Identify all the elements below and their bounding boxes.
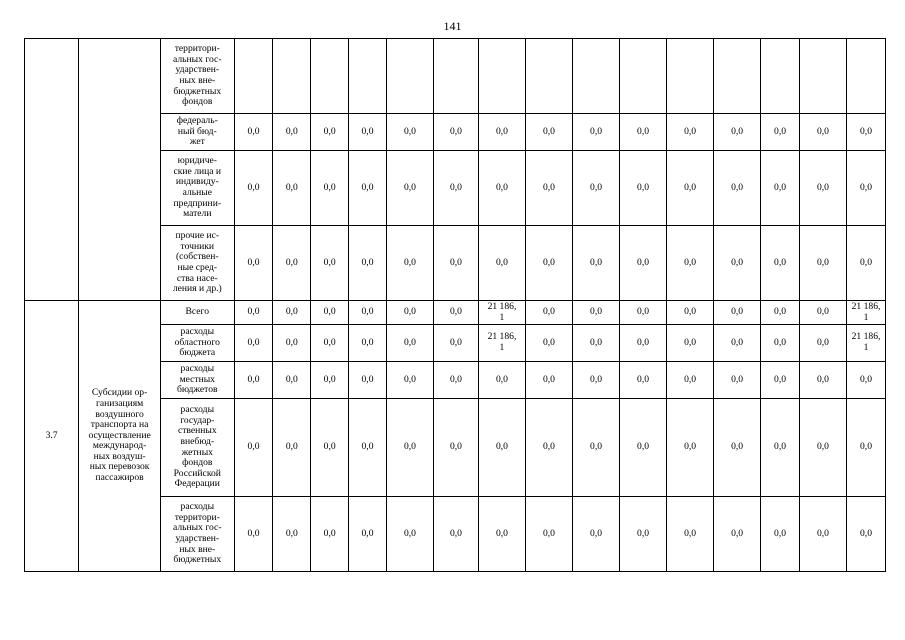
row-code-cell xyxy=(25,39,79,301)
value-cell xyxy=(799,39,846,114)
value-cell: 0,0 xyxy=(311,226,349,301)
value-cell: 0,0 xyxy=(273,114,311,151)
value-cell: 0,0 xyxy=(667,362,714,399)
value-cell: 0,0 xyxy=(234,151,273,226)
value-cell: 0,0 xyxy=(714,497,761,572)
value-cell: 0,0 xyxy=(433,497,478,572)
value-cell: 0,0 xyxy=(714,114,761,151)
value-cell: 0,0 xyxy=(433,226,478,301)
value-cell: 0,0 xyxy=(847,399,886,497)
value-cell: 0,0 xyxy=(386,325,433,362)
value-cell: 0,0 xyxy=(799,151,846,226)
value-cell: 0,0 xyxy=(478,226,525,301)
value-cell: 0,0 xyxy=(311,362,349,399)
value-cell: 0,0 xyxy=(349,151,387,226)
source-label-cell: расходы государ- ственных внебюд- жетных фондов Российской Федерации xyxy=(160,399,234,497)
value-cell: 0,0 xyxy=(234,399,273,497)
value-cell xyxy=(311,39,349,114)
value-cell: 0,0 xyxy=(433,301,478,325)
value-cell: 0,0 xyxy=(349,114,387,151)
value-cell: 0,0 xyxy=(525,399,572,497)
value-cell: 0,0 xyxy=(761,497,800,572)
value-cell: 0,0 xyxy=(799,362,846,399)
value-cell: 0,0 xyxy=(620,362,667,399)
value-cell: 0,0 xyxy=(311,497,349,572)
value-cell: 0,0 xyxy=(273,151,311,226)
value-cell: 0,0 xyxy=(349,362,387,399)
source-label-cell: юридиче- ские лица и индивиду- альные предприни- матели xyxy=(160,151,234,226)
value-cell xyxy=(433,39,478,114)
value-cell: 0,0 xyxy=(799,226,846,301)
value-cell: 0,0 xyxy=(799,301,846,325)
value-cell: 0,0 xyxy=(386,399,433,497)
value-cell: 0,0 xyxy=(311,325,349,362)
value-cell: 0,0 xyxy=(573,497,620,572)
value-cell: 0,0 xyxy=(667,325,714,362)
value-cell: 0,0 xyxy=(573,151,620,226)
value-cell: 0,0 xyxy=(714,362,761,399)
value-cell xyxy=(234,39,273,114)
value-cell: 0,0 xyxy=(478,114,525,151)
value-cell: 0,0 xyxy=(667,497,714,572)
source-label-cell: Всего xyxy=(160,301,234,325)
value-cell: 0,0 xyxy=(525,301,572,325)
value-cell: 0,0 xyxy=(234,301,273,325)
value-cell: 0,0 xyxy=(573,301,620,325)
value-cell: 0,0 xyxy=(234,114,273,151)
value-cell xyxy=(478,39,525,114)
value-cell: 0,0 xyxy=(273,399,311,497)
row-name-cell xyxy=(79,39,161,301)
value-cell xyxy=(273,39,311,114)
value-cell: 0,0 xyxy=(714,399,761,497)
value-cell: 0,0 xyxy=(714,151,761,226)
value-cell: 0,0 xyxy=(799,497,846,572)
value-cell: 0,0 xyxy=(433,151,478,226)
value-cell: 0,0 xyxy=(573,362,620,399)
value-cell: 0,0 xyxy=(386,301,433,325)
value-cell: 0,0 xyxy=(234,325,273,362)
value-cell: 0,0 xyxy=(799,114,846,151)
value-cell: 0,0 xyxy=(847,151,886,226)
value-cell: 0,0 xyxy=(714,301,761,325)
value-cell: 0,0 xyxy=(386,362,433,399)
value-cell: 0,0 xyxy=(273,362,311,399)
value-cell xyxy=(525,39,572,114)
value-cell: 0,0 xyxy=(433,362,478,399)
value-cell: 0,0 xyxy=(847,114,886,151)
value-cell: 0,0 xyxy=(620,301,667,325)
value-cell xyxy=(847,39,886,114)
value-cell: 0,0 xyxy=(386,497,433,572)
value-cell: 0,0 xyxy=(761,399,800,497)
value-cell: 0,0 xyxy=(620,114,667,151)
table-row xyxy=(25,39,886,114)
source-label-cell: прочие ис- точники (собствен- ные сред- ства насе- ления и др.) xyxy=(160,226,234,301)
value-cell: 0,0 xyxy=(525,497,572,572)
value-cell: 0,0 xyxy=(714,226,761,301)
value-cell: 0,0 xyxy=(273,301,311,325)
value-cell: 0,0 xyxy=(386,226,433,301)
value-cell: 0,0 xyxy=(761,114,800,151)
value-cell: 0,0 xyxy=(311,151,349,226)
value-cell: 0,0 xyxy=(667,114,714,151)
value-cell xyxy=(349,39,387,114)
value-cell: 0,0 xyxy=(386,151,433,226)
value-cell: 0,0 xyxy=(478,399,525,497)
value-cell: 0,0 xyxy=(525,362,572,399)
value-cell: 0,0 xyxy=(799,325,846,362)
value-cell: 0,0 xyxy=(433,114,478,151)
budget-table xyxy=(24,38,886,572)
value-cell: 0,0 xyxy=(620,399,667,497)
source-label-cell: расходы местных бюджетов xyxy=(160,362,234,399)
value-cell: 21 186, 1 xyxy=(847,301,886,325)
value-cell: 0,0 xyxy=(667,301,714,325)
value-cell: 0,0 xyxy=(620,151,667,226)
value-cell: 0,0 xyxy=(349,325,387,362)
value-cell: 0,0 xyxy=(667,399,714,497)
value-cell: 0,0 xyxy=(349,497,387,572)
source-label-cell: расходы областного бюджета xyxy=(160,325,234,362)
value-cell: 0,0 xyxy=(433,325,478,362)
value-cell: 0,0 xyxy=(761,362,800,399)
value-cell: 0,0 xyxy=(349,226,387,301)
value-cell: 0,0 xyxy=(234,497,273,572)
value-cell: 0,0 xyxy=(525,114,572,151)
value-cell: 0,0 xyxy=(234,362,273,399)
value-cell: 0,0 xyxy=(525,226,572,301)
value-cell: 0,0 xyxy=(761,151,800,226)
value-cell: 0,0 xyxy=(273,497,311,572)
table-row xyxy=(25,301,886,325)
value-cell: 0,0 xyxy=(311,399,349,497)
value-cell: 0,0 xyxy=(667,151,714,226)
value-cell: 0,0 xyxy=(761,325,800,362)
value-cell: 0,0 xyxy=(386,114,433,151)
value-cell: 0,0 xyxy=(525,151,572,226)
value-cell xyxy=(714,39,761,114)
value-cell: 0,0 xyxy=(349,301,387,325)
value-cell: 0,0 xyxy=(573,399,620,497)
value-cell: 0,0 xyxy=(847,362,886,399)
value-cell: 0,0 xyxy=(433,399,478,497)
item-code-cell: 3.7 xyxy=(25,301,79,572)
source-label-cell: территори- альных гос- ударствен- ных вне- бюджетных фондов xyxy=(160,39,234,114)
value-cell xyxy=(573,39,620,114)
value-cell: 0,0 xyxy=(525,325,572,362)
page-number: 141 xyxy=(443,19,462,33)
value-cell: 0,0 xyxy=(234,226,273,301)
value-cell: 0,0 xyxy=(273,226,311,301)
value-cell: 0,0 xyxy=(847,226,886,301)
value-cell: 0,0 xyxy=(620,226,667,301)
value-cell: 0,0 xyxy=(273,325,311,362)
value-cell: 0,0 xyxy=(799,399,846,497)
value-cell: 0,0 xyxy=(573,226,620,301)
value-cell xyxy=(761,39,800,114)
value-cell: 0,0 xyxy=(620,325,667,362)
value-cell: 0,0 xyxy=(620,497,667,572)
value-cell: 0,0 xyxy=(714,325,761,362)
value-cell: 0,0 xyxy=(311,301,349,325)
source-label-cell: федераль- ный бюд- жет xyxy=(160,114,234,151)
value-cell: 0,0 xyxy=(478,362,525,399)
value-cell: 0,0 xyxy=(478,497,525,572)
value-cell: 0,0 xyxy=(761,226,800,301)
value-cell: 0,0 xyxy=(311,114,349,151)
source-label-cell: расходы территори- альных гос- ударствен- ных вне- бюджетных xyxy=(160,497,234,572)
value-cell: 0,0 xyxy=(761,301,800,325)
value-cell: 0,0 xyxy=(667,226,714,301)
value-cell: 0,0 xyxy=(349,399,387,497)
value-cell: 0,0 xyxy=(573,114,620,151)
value-cell xyxy=(386,39,433,114)
value-cell: 0,0 xyxy=(573,325,620,362)
value-cell xyxy=(620,39,667,114)
value-cell: 21 186, 1 xyxy=(478,301,525,325)
value-cell: 21 186, 1 xyxy=(478,325,525,362)
value-cell: 0,0 xyxy=(478,151,525,226)
value-cell: 21 186, 1 xyxy=(847,325,886,362)
item-name-cell: Субсидии ор- ганизациям воздушного транспорта на осуществление международ- ных воздуш- ных перевозок пассажиров xyxy=(79,301,161,572)
value-cell xyxy=(667,39,714,114)
value-cell: 0,0 xyxy=(847,497,886,572)
